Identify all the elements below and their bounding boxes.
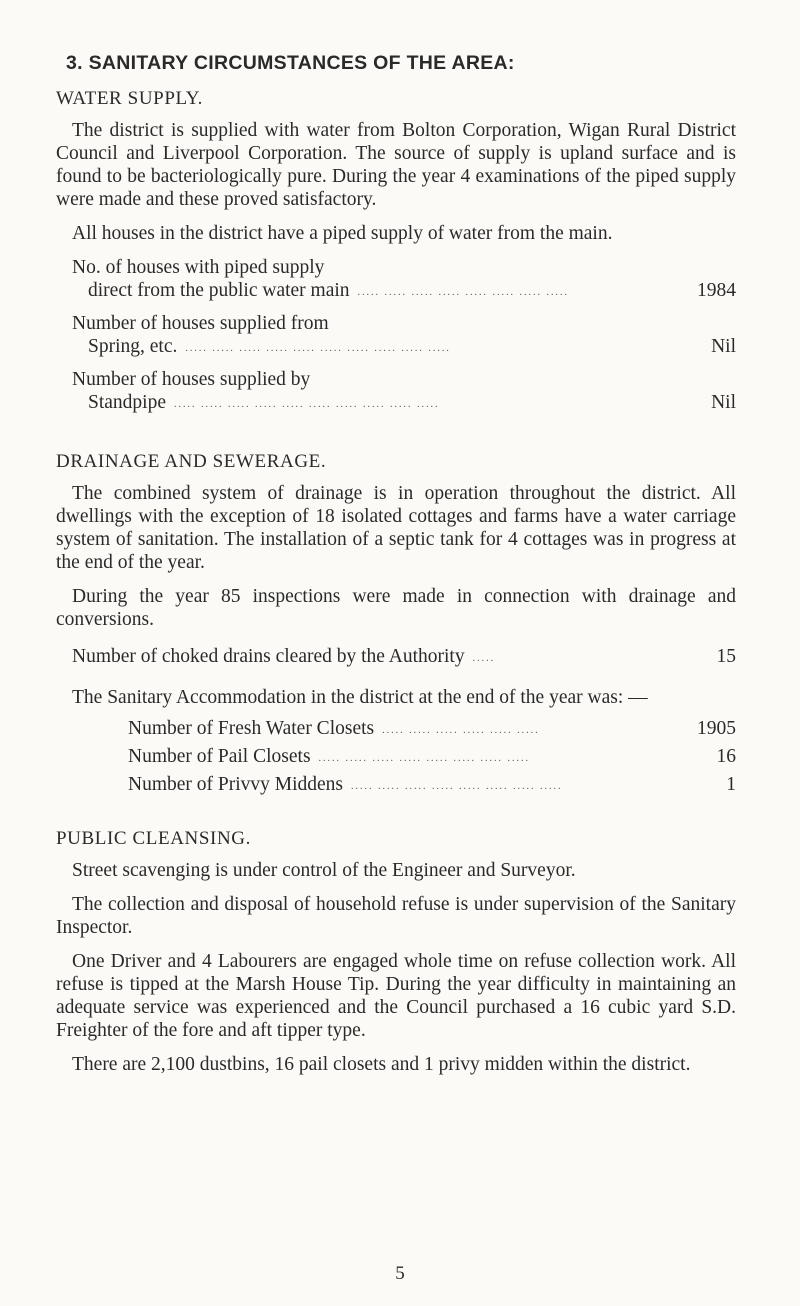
sanitary-label: Number of Pail Closets [128, 746, 311, 767]
water-stats-list [72, 256, 736, 414]
public-cleansing-heading: PUBLIC CLEANSING. [56, 828, 251, 849]
document-page [56, 52, 736, 1087]
cleansing-paragraph-2: The collection and disposal of household refuse is under supervision of the Sanitary Inspector. [56, 894, 736, 938]
sanitary-value: 16 [716, 746, 736, 767]
stat-label-line2: Standpipe [88, 392, 166, 413]
sanitary-row-fresh-water [128, 717, 736, 740]
sanitary-row-pail [128, 745, 736, 768]
water-supply-heading: WATER SUPPLY. [56, 88, 204, 109]
water-stat-spring [72, 312, 736, 358]
leader-dots: ..... [472, 654, 496, 664]
drainage-paragraph-2: During the year 85 inspections were made in connection with drainage and conversions. [56, 586, 736, 630]
choked-drains-label: Number of choked drains cleared by the Authority [72, 646, 465, 667]
page-number: 5 [395, 1263, 405, 1284]
leader-dots: ..... ..... ..... ..... ..... ..... ..... ..... [357, 288, 570, 298]
choked-drains-row [72, 645, 736, 668]
leader-dots: ..... ..... ..... ..... ..... ..... [382, 726, 540, 736]
stat-label-line1: Number of houses supplied by [72, 369, 311, 390]
stat-label-line2: direct from the public water main [88, 280, 350, 301]
sanitary-label: Number of Fresh Water Closets [128, 718, 375, 739]
sanitary-row-privvy [128, 773, 736, 796]
leader-dots: ..... ..... ..... ..... ..... ..... ..... ..... [351, 782, 563, 792]
drainage-paragraph-3: The Sanitary Accommodation in the district at the end of the year was: — [72, 687, 648, 708]
leader-dots: ..... ..... ..... ..... ..... ..... ..... ..... ..... ..... [174, 400, 440, 410]
stat-value: Nil [711, 336, 736, 357]
stat-label-line1: Number of houses supplied from [72, 313, 329, 334]
stat-value: Nil [711, 392, 736, 413]
cleansing-paragraph-3: One Driver and 4 Labourers are engaged whole time on refuse collection work. All refuse is tipped at the Marsh House Tip. During the year difficulty in maintaining an adequate service was experienced and the Council purchased a 16 cubic yard S.D. Freighter of the fore and aft tipper type. [56, 951, 736, 1041]
drainage-heading: DRAINAGE AND SEWERAGE. [56, 451, 327, 472]
leader-dots: ..... ..... ..... ..... ..... ..... ..... ..... ..... ..... [185, 344, 451, 354]
cleansing-paragraph-4: There are 2,100 dustbins, 16 pail closets and 1 privy midden within the district. [72, 1054, 691, 1075]
water-paragraph-1: The district is supplied with water from Bolton Corporation, Wigan Rural District Council and Liverpool Corporation. The source of supply is upland surface and is found to be bacteriologically pure. During the year 4 examinations of the piped supply were made and these proved satisfactory. [56, 120, 736, 210]
sanitary-value: 1905 [697, 718, 736, 739]
sanitary-value: 1 [726, 774, 736, 795]
water-stat-standpipe [72, 368, 736, 414]
section-heading: 3. SANITARY CIRCUMSTANCES OF THE AREA: [66, 52, 515, 74]
water-paragraph-2: All houses in the district have a piped supply of water from the main. [72, 223, 613, 244]
stat-value: 1984 [697, 280, 736, 301]
drainage-paragraph-1: The combined system of drainage is in operation throughout the district. All dwellings with the exception of 18 isolated cottages and farms have a water carriage system of sanitation. The installation of a septic tank for 4 cottages was in progress at the end of the year. [56, 483, 736, 573]
choked-drains-value: 15 [716, 646, 736, 667]
cleansing-paragraph-1: Street scavenging is under control of the Engineer and Surveyor. [72, 860, 576, 881]
sanitary-accommodation-list [128, 717, 736, 796]
water-stat-piped [72, 256, 736, 302]
sanitary-label: Number of Privvy Middens [128, 774, 344, 795]
leader-dots: ..... ..... ..... ..... ..... ..... ..... ..... [318, 754, 531, 764]
stat-label-line2: Spring, etc. [88, 336, 178, 357]
stat-label-line1: No. of houses with piped supply [72, 257, 325, 278]
